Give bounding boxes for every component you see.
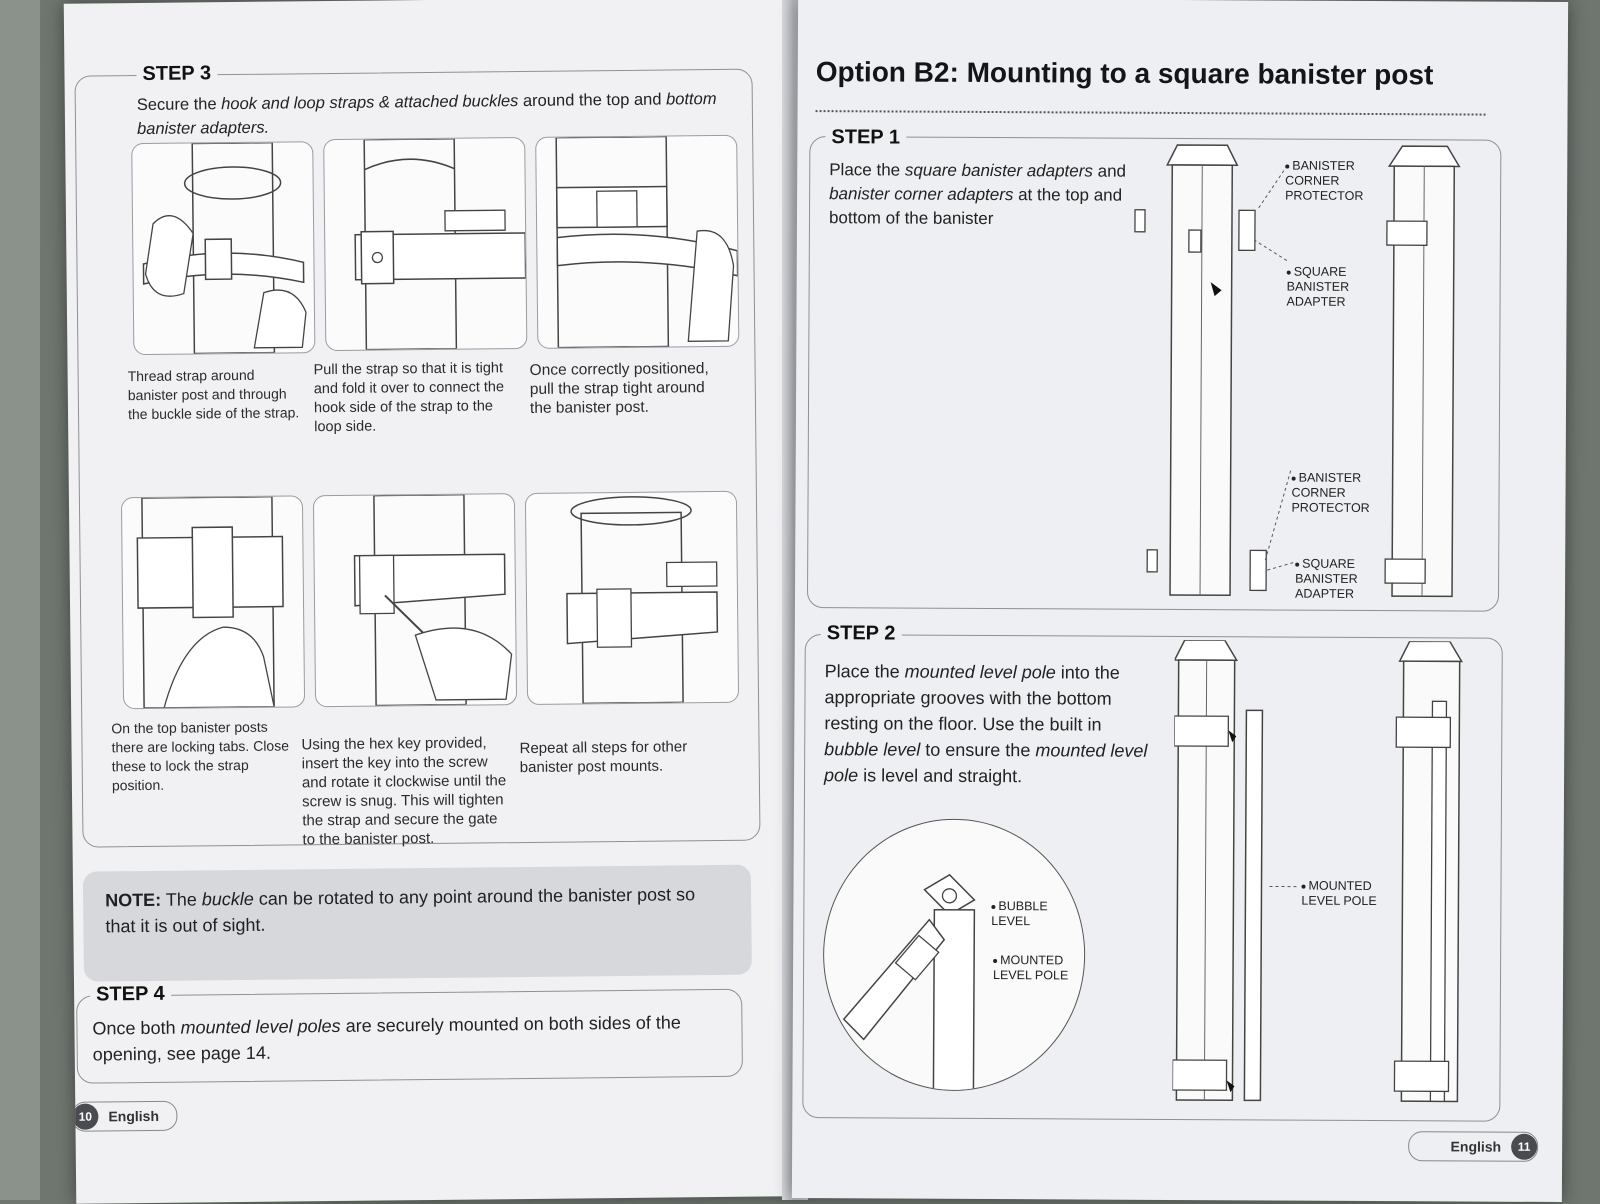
callout-bubble-level: BUBBLE LEVEL [991,899,1061,929]
background-stripe [0,0,40,1200]
callout-square-banister-adapter-bottom: SQUARE BANISTER ADAPTER [1295,557,1385,602]
language-label: English [98,1108,169,1125]
right-page-footer [1408,1131,1538,1162]
left-page [64,0,797,1204]
caption-hex-key: Using the hex key provided, insert the key into the screw and rotate it clockwise until the screw is snug. This will tighten the strap and secure the gate to the banister post. [301,733,512,849]
illustration-locking-tabs [121,495,305,709]
tighten-strap-illustration [536,136,738,348]
locking-tabs-illustration [122,496,304,708]
illustration-tighten-strap [535,135,739,349]
caption-repeat-mount: Repeat all steps for other banister post mounts. [519,737,719,777]
right-page [792,0,1568,1202]
caption-thread-strap: Thread strap around banister post and through the buckle side of the strap. [128,365,309,424]
illustration-hex-key [313,493,517,707]
step3-intro: Secure the hook and loop straps & attached buckles around the top and bottom banister adapters. [137,87,727,141]
caption-pull-strap: Pull the strap so that it is tight and fold it over to connect the hook side of the strap to the loop side. [313,359,514,437]
callout-banister-corner-protector-bottom: BANISTER CORNER PROTECTOR [1291,471,1411,517]
callout-mounted-level-pole-detail: MOUNTED LEVEL POLE [993,953,1083,983]
page-heading: Option B2: Mounting to a square banister post [816,56,1434,91]
illustration-thread-strap [131,141,315,355]
hand-strap-illustration [132,142,314,354]
step4-title: STEP 4 [90,983,171,1007]
left-page-footer [71,1101,177,1132]
step2-banister-illustration [1172,640,1494,1112]
callout-mounted-level-pole: MOUNTED LEVEL POLE [1301,879,1401,910]
heading-divider [816,110,1486,116]
page-number: 11 [1511,1134,1537,1160]
caption-tighten-strap: Once correctly positioned, pull the strap tight around the banister post. [530,359,731,418]
illustration-repeat-mount [525,491,739,705]
step4-text: Once both mounted level poles are securely mounted on both sides of the opening, see page 14. [92,1009,713,1067]
step2-title: STEP 2 [821,622,902,645]
step2-text: Place the mounted level pole into the appropriate grooves with the bottom resting on the floor. Use the built in bubble level to ensure the mounted level pole is level and straight. [824,658,1155,790]
repeat-mount-illustration [526,492,738,704]
hex-key-illustration [314,494,516,706]
step3-title: STEP 3 [136,62,217,86]
callout-banister-corner-protector-top: BANISTER CORNER PROTECTOR [1285,159,1405,205]
step1-text: Place the square banister adapters and banister corner adapters at the top and bottom of the banister [829,158,1129,232]
language-label: English [1441,1138,1512,1154]
step1-title: STEP 1 [825,126,906,149]
illustration-pull-strap [323,137,527,351]
pull-strap-illustration [324,138,526,350]
note-box [83,865,752,982]
caption-locking-tabs: On the top banister posts there are locking tabs. Close these to lock the strap position. [111,717,298,795]
note-text: NOTE: The buckle can be rotated to any point around the banister post so that it is out of sight. [105,881,726,939]
callout-square-banister-adapter-top: SQUARE BANISTER ADAPTER [1287,265,1377,310]
page-number: 10 [72,1104,98,1130]
